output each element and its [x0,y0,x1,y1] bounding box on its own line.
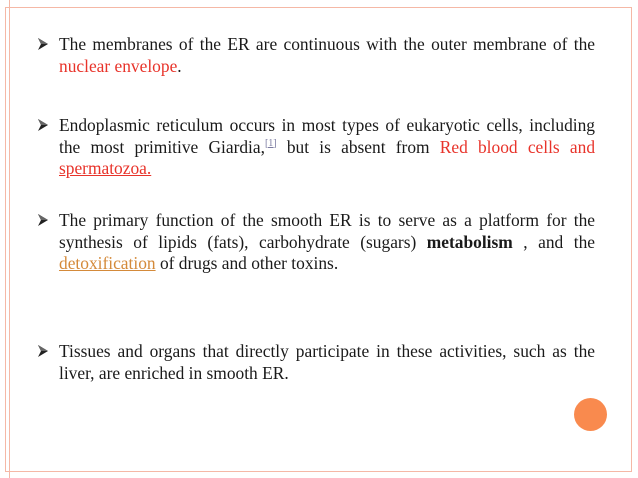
bullet-item-3 [59,210,595,275]
bullet-text-mid: but is absent from [276,136,440,157]
bullet-text: The membranes of the ER are continuous with the outer membrane of the [59,34,595,54]
arrow-bullet-icon [37,37,49,51]
bullet-item-1 [59,34,595,77]
orange-circle-icon [574,398,607,431]
metabolism-text: metabolism [426,231,513,252]
arrow-bullet-icon [37,344,49,358]
citation-link[interactable]: [1] [264,137,277,149]
arrow-bullet-icon [37,213,49,227]
nuclear-envelope-text: nuclear envelope [59,55,178,76]
arrow-bullet-icon [37,118,49,132]
bullet-text: The primary function of the smooth ER is to serve as a platform for the synthesis of lipids (fats), carbohydrate (sugars) [59,210,595,252]
detoxification-link[interactable]: detoxification [59,253,156,273]
bullet-text: Tissues and organs that directly participate in these activities, such as the liver, are enriched in smooth ER. [59,341,595,383]
bullet-text-mid: , and the [512,231,595,252]
bullet-text-end: of drugs and other toxins. [155,253,339,273]
spermatozoa-link[interactable]: spermatozoa. [59,158,152,178]
red-blood-cells-text: Red blood cells and [439,136,596,157]
bullet-text: Endoplasmic reticulum occurs in most types of eukaryotic cells, including the most primitive Giardia, [59,115,595,157]
bullet-item-4 [59,341,595,384]
bullet-text-end: . [177,55,182,76]
bullet-item-2 [59,115,595,180]
